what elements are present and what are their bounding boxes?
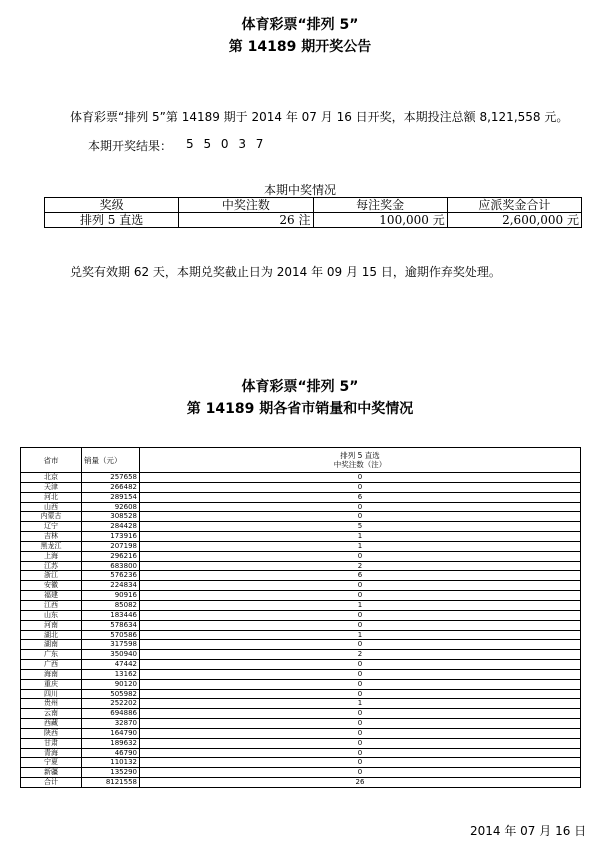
wins-cell: 0 (140, 591, 581, 601)
province-cell: 吉林 (21, 532, 82, 542)
header-province: 省市 (21, 448, 82, 473)
province-cell: 新疆 (21, 768, 82, 778)
table-row (21, 571, 581, 581)
province-cell: 湖北 (21, 630, 82, 640)
wins-cell: 0 (140, 620, 581, 630)
table-row (21, 502, 581, 512)
sales-cell: 90916 (82, 591, 140, 601)
wins-cell: 0 (140, 581, 581, 591)
province-cell: 湖南 (21, 640, 82, 650)
table-row (21, 738, 581, 748)
sales-cell: 578634 (82, 620, 140, 630)
table-row (21, 600, 581, 610)
sales-cell: 289154 (82, 492, 140, 502)
header-count: 中奖注数 (179, 198, 313, 213)
wins-cell: 0 (140, 758, 581, 768)
header-level: 奖级 (45, 198, 179, 213)
table-row (21, 768, 581, 778)
table-row (21, 650, 581, 660)
wins-cell: 0 (140, 482, 581, 492)
table-row (21, 581, 581, 591)
wins-cell: 0 (140, 669, 581, 679)
wins-cell: 6 (140, 571, 581, 581)
table-row (21, 512, 581, 522)
province-cell: 北京 (21, 473, 82, 483)
wins-cell: 0 (140, 748, 581, 758)
wins-cell: 2 (140, 650, 581, 660)
province-cell: 云南 (21, 709, 82, 719)
sales-cell: 683800 (82, 561, 140, 571)
prize-table (44, 197, 582, 228)
table-row (21, 610, 581, 620)
sales-cell: 8121558 (82, 778, 140, 788)
wins-cell: 0 (140, 473, 581, 483)
province-cell: 河北 (21, 492, 82, 502)
table-row (21, 551, 581, 561)
sales-cell: 505982 (82, 689, 140, 699)
prize-table-header-row (45, 198, 582, 213)
province-cell: 广西 (21, 660, 82, 670)
wins-cell: 1 (140, 630, 581, 640)
wins-cell: 0 (140, 679, 581, 689)
announcement-summary: 体育彩票“排列 5”第 14189 期于 2014 年 07 月 16 日开奖，本期投注总额 8,121,558 元。 (70, 110, 569, 124)
province-cell: 合计 (21, 778, 82, 788)
province-cell: 上海 (21, 551, 82, 561)
province-cell: 重庆 (21, 679, 82, 689)
result-digits: 5 5 0 3 7 (186, 137, 267, 151)
header-wins-line1: 排列 5 直选 (340, 451, 380, 460)
wins-cell: 0 (140, 512, 581, 522)
province-table (20, 447, 581, 788)
table-row (21, 699, 581, 709)
sales-cell: 92608 (82, 502, 140, 512)
province-cell: 江苏 (21, 561, 82, 571)
page-title-line2: 第 14189 期开奖公告 (228, 39, 372, 55)
wins-cell: 1 (140, 532, 581, 542)
sales-cell: 296216 (82, 551, 140, 561)
header-wins-line2: 中奖注数（注） (333, 460, 387, 469)
sales-cell: 257658 (82, 473, 140, 483)
table-row (21, 482, 581, 492)
sales-cell: 266482 (82, 482, 140, 492)
province-cell: 江西 (21, 600, 82, 610)
footer-date: 2014 年 07 月 16 日 (470, 824, 587, 838)
sales-cell: 252202 (82, 699, 140, 709)
wins-cell: 1 (140, 699, 581, 709)
table-row (21, 778, 581, 788)
province-table-body (21, 473, 581, 788)
sales-cell: 189632 (82, 738, 140, 748)
table-row (21, 728, 581, 738)
table-row (21, 758, 581, 768)
wins-cell: 0 (140, 738, 581, 748)
sales-cell: 173916 (82, 532, 140, 542)
sales-cell: 13162 (82, 669, 140, 679)
province-cell: 海南 (21, 669, 82, 679)
sales-cell: 694886 (82, 709, 140, 719)
wins-cell: 0 (140, 719, 581, 729)
sales-cell: 164790 (82, 728, 140, 738)
wins-cell: 5 (140, 522, 581, 532)
table-row (21, 630, 581, 640)
wins-cell: 0 (140, 502, 581, 512)
sales-cell: 284428 (82, 522, 140, 532)
prize-table-caption: 本期中奖情况 (263, 183, 336, 197)
sales-cell: 317598 (82, 640, 140, 650)
wins-cell: 26 (140, 778, 581, 788)
wins-cell: 0 (140, 728, 581, 738)
province-cell: 陕西 (21, 728, 82, 738)
province-cell: 辽宁 (21, 522, 82, 532)
sales-cell: 90120 (82, 679, 140, 689)
table-row (21, 709, 581, 719)
wins-cell: 1 (140, 600, 581, 610)
sales-cell: 350940 (82, 650, 140, 660)
prize-total: 2,600,000 元 (447, 213, 581, 228)
page-title-line1: 体育彩票“排列 5” (241, 17, 359, 33)
table-row (21, 492, 581, 502)
province-cell: 四川 (21, 689, 82, 699)
header-total: 应派奖金合计 (447, 198, 581, 213)
province-cell: 青海 (21, 748, 82, 758)
province-cell: 广东 (21, 650, 82, 660)
wins-cell: 6 (140, 492, 581, 502)
table-row (21, 748, 581, 758)
sales-cell: 47442 (82, 660, 140, 670)
wins-cell: 2 (140, 561, 581, 571)
province-cell: 甘肃 (21, 738, 82, 748)
province-table-header-row (21, 448, 581, 473)
header-sales: 销量（元） (82, 448, 140, 473)
province-cell: 西藏 (21, 719, 82, 729)
result-label: 本期开奖结果： (88, 139, 173, 153)
sales-cell: 308528 (82, 512, 140, 522)
sales-cell: 32870 (82, 719, 140, 729)
table-row (21, 541, 581, 551)
validity-note: 兑奖有效期 62 天，本期兑奖截止日为 2014 年 09 月 15 日，逾期作弃奖处理。 (70, 265, 501, 279)
province-cell: 浙江 (21, 571, 82, 581)
table-row (21, 660, 581, 670)
sales-cell: 85082 (82, 600, 140, 610)
sales-cell: 183446 (82, 610, 140, 620)
table-row (21, 679, 581, 689)
sales-cell: 46790 (82, 748, 140, 758)
header-per-bet: 每注奖金 (313, 198, 447, 213)
table-row (21, 532, 581, 542)
province-cell: 山西 (21, 502, 82, 512)
province-cell: 福建 (21, 591, 82, 601)
wins-cell: 0 (140, 709, 581, 719)
sales-cell: 135290 (82, 768, 140, 778)
wins-cell: 0 (140, 551, 581, 561)
province-cell: 河南 (21, 620, 82, 630)
table-row (21, 669, 581, 679)
table-row (21, 689, 581, 699)
wins-cell: 0 (140, 640, 581, 650)
province-cell: 山东 (21, 610, 82, 620)
province-cell: 宁夏 (21, 758, 82, 768)
prize-level: 排列 5 直选 (45, 213, 179, 228)
sales-cell: 576236 (82, 571, 140, 581)
header-wins (140, 448, 581, 473)
sales-cell: 110132 (82, 758, 140, 768)
table-row (21, 561, 581, 571)
table-row (21, 719, 581, 729)
prize-per-bet: 100,000 元 (313, 213, 447, 228)
table-row (21, 522, 581, 532)
sales-cell: 570586 (82, 630, 140, 640)
wins-cell: 0 (140, 689, 581, 699)
sales-cell: 224834 (82, 581, 140, 591)
province-cell: 黑龙江 (21, 541, 82, 551)
wins-cell: 0 (140, 768, 581, 778)
table-row (21, 591, 581, 601)
sales-cell: 207198 (82, 541, 140, 551)
section2-title-line1: 体育彩票“排列 5” (241, 379, 359, 395)
wins-cell: 0 (140, 660, 581, 670)
table-row (21, 620, 581, 630)
province-cell: 内蒙古 (21, 512, 82, 522)
province-cell: 天津 (21, 482, 82, 492)
wins-cell: 0 (140, 610, 581, 620)
prize-count: 26 注 (179, 213, 313, 228)
wins-cell: 1 (140, 541, 581, 551)
table-row (21, 640, 581, 650)
prize-table-row (45, 213, 582, 228)
table-row (21, 473, 581, 483)
province-cell: 安徽 (21, 581, 82, 591)
section2-title-line2: 第 14189 期各省市销量和中奖情况 (186, 401, 414, 417)
province-cell: 贵州 (21, 699, 82, 709)
